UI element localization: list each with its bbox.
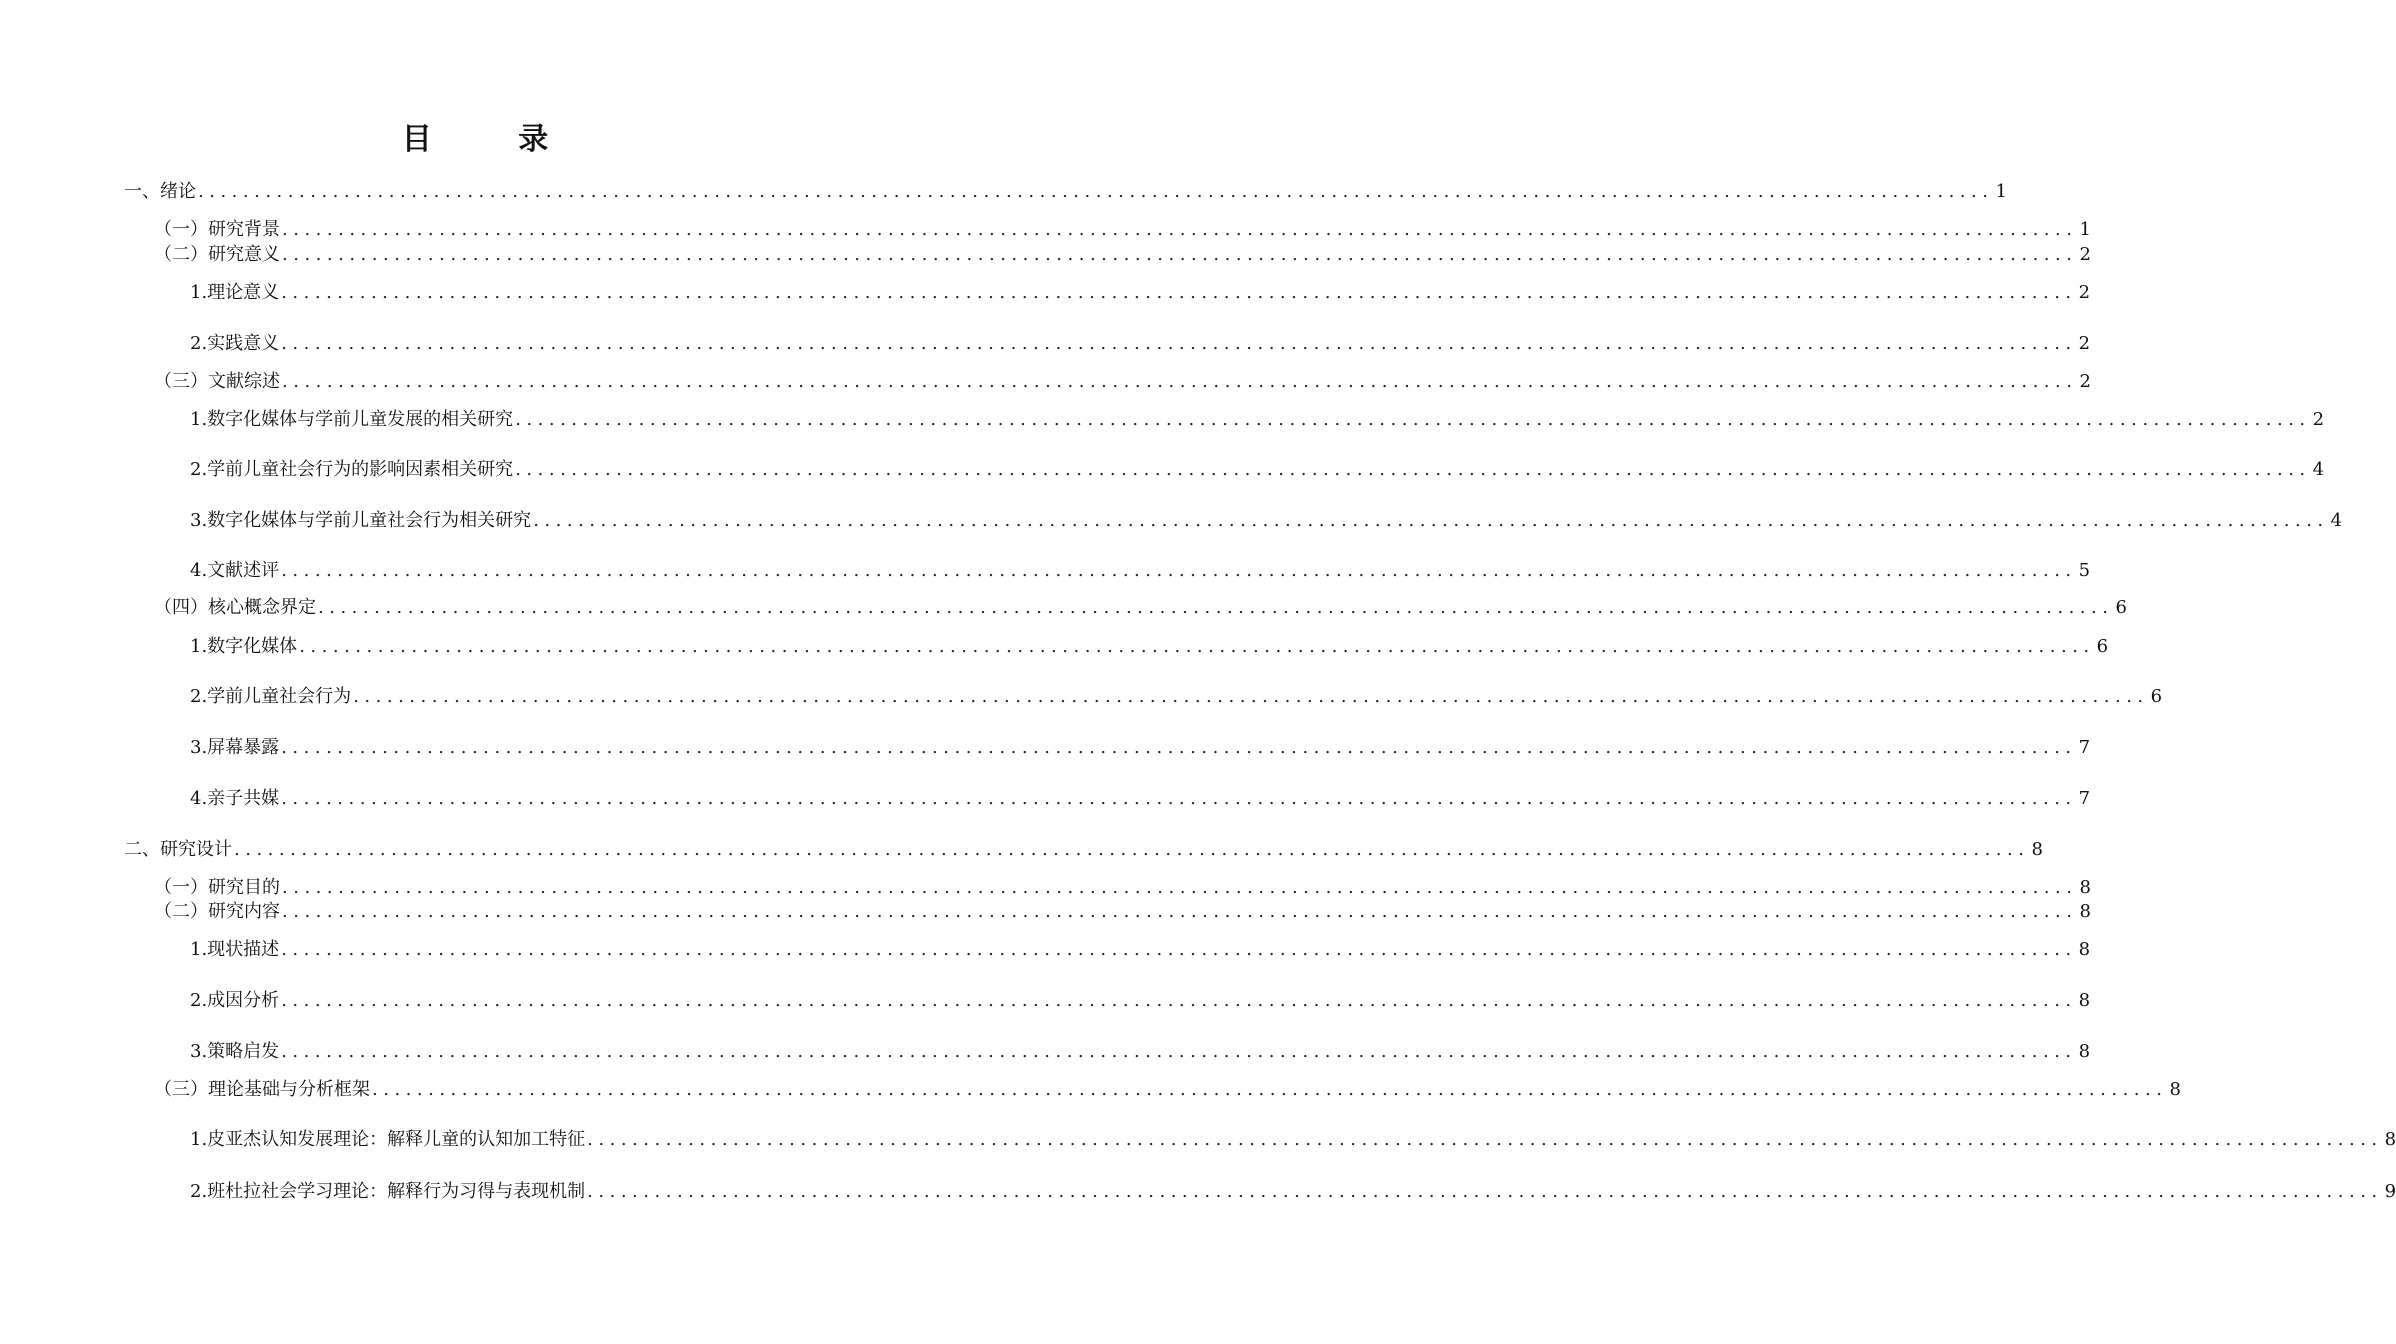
- toc-entry-label: （一）研究目的: [154, 877, 280, 898]
- toc-entry-label: 2.班杜拉社会学习理论：解释行为习得与表现机制: [190, 1181, 586, 1202]
- toc-entry[interactable]: [190, 557, 2091, 585]
- dot-leader: ................................................................................................................................................................: [234, 839, 2030, 860]
- toc-entry-label: （三）文献综述: [154, 371, 280, 392]
- toc-entry[interactable]: [190, 330, 2091, 358]
- toc-page-number: 8: [2079, 877, 2091, 898]
- toc-entry-label: 2.成因分析: [190, 990, 280, 1011]
- dot-leader: ................................................................................................................................................................: [281, 939, 2077, 960]
- toc-entry-label: 3.屏幕暴露: [190, 737, 280, 758]
- toc-entry-label: 1.理论意义: [190, 282, 280, 303]
- toc-entry-label: 1.数字化媒体与学前儿童发展的相关研究: [190, 409, 514, 430]
- toc-page-number: 1: [2079, 219, 2091, 240]
- dot-leader: ................................................................................................................................................................: [282, 877, 2078, 898]
- toc-page-number: 8: [2079, 901, 2091, 922]
- toc-entry[interactable]: [190, 456, 2325, 484]
- toc-entry[interactable]: [124, 178, 2007, 206]
- dot-leader: ................................................................................................................................................................: [281, 282, 2077, 303]
- page-title: 目 录: [401, 122, 587, 157]
- toc-entry-label: 2.学前儿童社会行为的影响因素相关研究: [190, 459, 514, 480]
- toc-entry-label: 3.数字化媒体与学前儿童社会行为相关研究: [190, 510, 532, 531]
- toc-page-number: 8: [2384, 1129, 2396, 1150]
- toc-page-number: 8: [2078, 1041, 2091, 1062]
- toc-entry-label: 1.现状描述: [190, 939, 280, 960]
- dot-leader: ................................................................................................................................................................: [281, 333, 2077, 354]
- toc-entry[interactable]: [190, 683, 2163, 711]
- toc-page-number: 6: [2150, 686, 2163, 707]
- toc-entry[interactable]: [154, 216, 2091, 244]
- toc-page-number: 4: [2312, 459, 2325, 480]
- dot-leader: ................................................................................................................................................................: [281, 560, 2077, 581]
- toc-entry-label: 一、绪论: [124, 181, 196, 202]
- dot-leader: ................................................................................................................................................................: [372, 1079, 2168, 1100]
- toc-entry[interactable]: [190, 507, 2343, 535]
- toc-entry-label: 1.数字化媒体: [190, 636, 298, 657]
- toc-entry-label: 4.文献述评: [190, 560, 280, 581]
- dot-leader: ................................................................................................................................................................: [515, 459, 2311, 480]
- dot-leader: ................................................................................................................................................................: [281, 788, 2077, 809]
- toc-page-number: 2: [2312, 409, 2325, 430]
- toc-entry-label: 1.皮亚杰认知发展理论：解释儿童的认知加工特征: [190, 1129, 586, 1150]
- toc-entry[interactable]: [190, 633, 2109, 661]
- toc-entry[interactable]: [190, 406, 2325, 434]
- toc-page-number: 2: [2079, 244, 2091, 265]
- toc-page-number: 6: [2115, 597, 2127, 618]
- toc-entry-label: （三）理论基础与分析框架: [154, 1079, 370, 1100]
- dot-leader: ................................................................................................................................................................: [515, 409, 2311, 430]
- dot-leader: ................................................................................................................................................................: [318, 597, 2114, 618]
- toc-page-number: 6: [2096, 636, 2109, 657]
- toc-entry[interactable]: [190, 1038, 2091, 1066]
- dot-leader: ................................................................................................................................................................: [282, 371, 2078, 392]
- toc-entry[interactable]: [190, 1178, 2396, 1206]
- toc-entry-label: 4.亲子共媒: [190, 788, 280, 809]
- dot-leader: ................................................................................................................................................................: [281, 1041, 2077, 1062]
- toc-entry[interactable]: [190, 987, 2091, 1015]
- dot-leader: ................................................................................................................................................................: [533, 510, 2329, 531]
- toc-entry[interactable]: [190, 785, 2091, 813]
- toc-page-number: 2: [2079, 371, 2091, 392]
- toc-entry[interactable]: [190, 279, 2091, 307]
- toc-entry[interactable]: [154, 594, 2127, 622]
- toc-entry[interactable]: [190, 734, 2091, 762]
- toc-entry-label: 2.实践意义: [190, 333, 280, 354]
- toc-entry[interactable]: [124, 836, 2043, 864]
- dot-leader: ................................................................................................................................................................: [282, 219, 2078, 240]
- dot-leader: ................................................................................................................................................................: [281, 737, 2077, 758]
- toc-page-number: 8: [2078, 990, 2091, 1011]
- dot-leader: ................................................................................................................................................................: [281, 990, 2077, 1011]
- toc-page-number: 1: [1995, 181, 2007, 202]
- dot-leader: ................................................................................................................................................................: [587, 1181, 2383, 1202]
- toc-entry[interactable]: [190, 936, 2091, 964]
- toc-entry-label: 二、研究设计: [124, 839, 232, 860]
- toc-page-number: 7: [2078, 737, 2091, 758]
- toc-page-number: 8: [2169, 1079, 2181, 1100]
- dot-leader: ................................................................................................................................................................: [282, 901, 2078, 922]
- toc-page-number: 9: [2384, 1181, 2396, 1202]
- toc-entry-label: （四）核心概念界定: [154, 597, 316, 618]
- toc-page-number: 2: [2078, 333, 2091, 354]
- toc-entry[interactable]: [190, 1126, 2396, 1154]
- toc-page-number: 5: [2078, 560, 2091, 581]
- toc-entry[interactable]: [154, 368, 2091, 396]
- toc-entry-label: （二）研究内容: [154, 901, 280, 922]
- toc-page-number: 8: [2031, 839, 2043, 860]
- dot-leader: ................................................................................................................................................................: [198, 181, 1994, 202]
- toc-entry-label: 2.学前儿童社会行为: [190, 686, 352, 707]
- toc-entry-label: （二）研究意义: [154, 244, 280, 265]
- dot-leader: ................................................................................................................................................................: [353, 686, 2149, 707]
- toc-entry[interactable]: [154, 1076, 2181, 1104]
- dot-leader: ................................................................................................................................................................: [282, 244, 2078, 265]
- toc-entry[interactable]: [154, 241, 2091, 269]
- toc-entry-label: 3.策略启发: [190, 1041, 280, 1062]
- toc-page-number: 7: [2078, 788, 2091, 809]
- toc-entry-label: （一）研究背景: [154, 219, 280, 240]
- toc-page-number: 4: [2330, 510, 2343, 531]
- toc-entry[interactable]: [154, 898, 2091, 926]
- dot-leader: ................................................................................................................................................................: [299, 636, 2095, 657]
- dot-leader: ................................................................................................................................................................: [587, 1129, 2383, 1150]
- toc-page-number: 8: [2078, 939, 2091, 960]
- toc-page-number: 2: [2078, 282, 2091, 303]
